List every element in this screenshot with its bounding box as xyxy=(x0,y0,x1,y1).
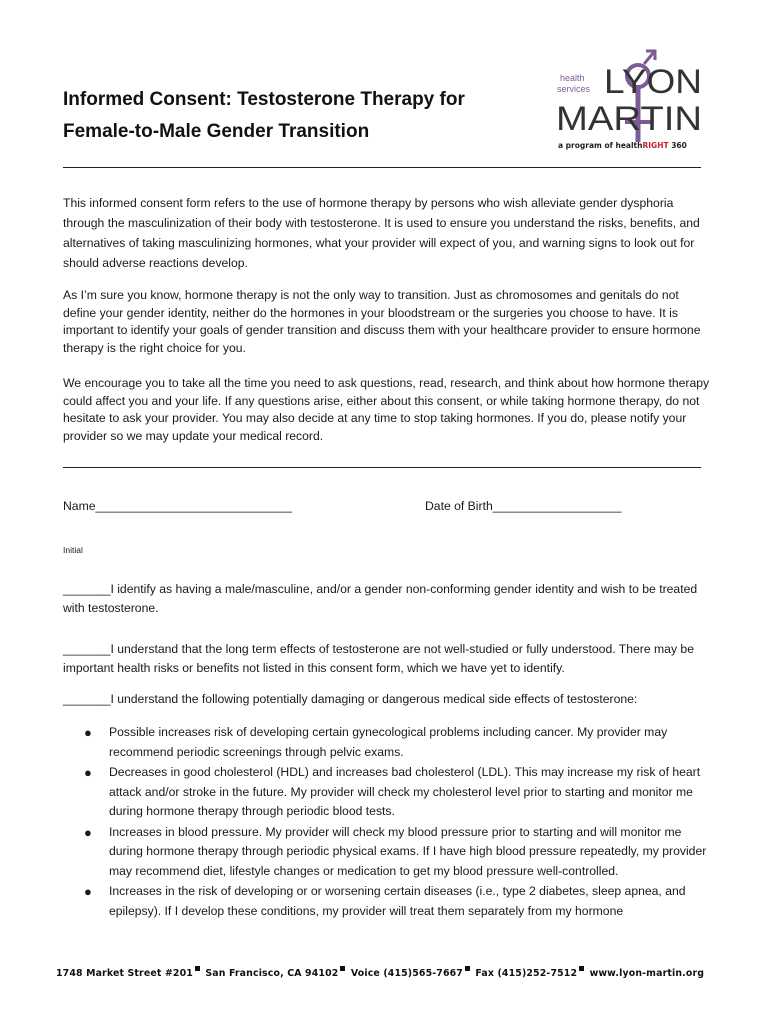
footer-city: San Francisco, CA 94102 xyxy=(205,968,339,979)
list-item: ● Possible increases risk of developing certain gynecological problems including cancer. My provider may recommend periodic screenings through pelvic exams. xyxy=(84,725,668,759)
side-effects-list xyxy=(84,723,712,922)
square-separator-icon xyxy=(195,966,200,971)
statement-identity[interactable]: _______I identify as having a male/masculine, and/or a gender non-conforming gender identity and wish to be treated with testosterone. xyxy=(63,582,698,615)
title-divider xyxy=(63,167,701,168)
logo-lyon: LYON xyxy=(604,63,702,101)
document-title xyxy=(63,84,533,148)
square-separator-icon xyxy=(579,966,584,971)
intro-paragraph-3: We encourage you to take all the time you need to ask questions, read, research, and think about how hormone therapy could affect you and your life. If any questions arise, either about this consent, or while taking hormone therapy, do not hesitate to ask your provider. You may also decide at any time to stop taking hormones. If you do, please notify your provider so we may update your medical record. xyxy=(63,376,710,443)
square-separator-icon xyxy=(340,966,345,971)
section-divider xyxy=(63,467,701,468)
statement-side-effects[interactable]: _______I understand the following potentially damaging or dangerous medical side effects of testosterone: xyxy=(63,692,638,706)
logo-martin: MARTIN xyxy=(556,100,702,138)
intro-paragraph-1: This informed consent form refers to the use of hormone therapy by persons who wish alleviate gender dysphoria through the masculinization of their body with testosterone. It is used to ensure you understand the risks, benefits, and alternatives of taking masculinizing hormones, what your provider will expect of you, and warning signs to look out for should adverse reactions develop. xyxy=(63,196,700,270)
logo-services: services xyxy=(557,84,591,94)
bullet-icon: ● xyxy=(84,765,92,780)
title-line-2: Female-to-Male Gender Transition xyxy=(63,121,370,142)
initial-label: Initial xyxy=(63,545,83,555)
statement-long-term-effects[interactable]: _______I understand that the long term effects of testosterone are not well-studied or fully understood. There may be important health risks or benefits not listed in this consent form, which we have yet to identify. xyxy=(63,642,694,675)
lyon-martin-logo xyxy=(528,42,728,162)
square-separator-icon xyxy=(465,966,470,971)
footer-voice: Voice (415)565-7667 xyxy=(350,968,463,979)
date-of-birth-field[interactable]: Date of Birth___________________ xyxy=(425,499,622,513)
bullet-icon: ● xyxy=(84,884,92,899)
title-line-1: Informed Consent: Testosterone Therapy for xyxy=(63,89,465,110)
bullet-icon: ● xyxy=(84,725,92,740)
list-item: ● Decreases in good cholesterol (HDL) and increases bad cholesterol (LDL). This may increase my risk of heart attack and/or stroke in the future. My provider will check my cholesterol level prior to starting and monitor me during hormone therapy through periodic blood tests. xyxy=(84,765,701,818)
footer-address: 1748 Market Street #201 xyxy=(56,968,193,979)
bullet-icon: ● xyxy=(84,824,92,840)
name-field[interactable]: Name_____________________________ xyxy=(63,499,293,513)
logo-health: health xyxy=(560,73,585,83)
list-item: ● Increases in the risk of developing or or worsening certain diseases (i.e., type 2 diabetes, sleep apnea, and epilepsy). If I develop these conditions, my provider will treat them separately from my hormone xyxy=(84,884,686,918)
footer-fax: Fax (415)252-7512 xyxy=(475,968,578,979)
intro-paragraph-2: As I’m sure you know, hormone therapy is not the only way to transition. Just as chromosomes and genitals do not define your gender identity, neither do the hormones in your bloodstream or the surgeries you choose to have. It is important to identify your goals of gender transition and discuss them with your healthcare provider to ensure hormone therapy is the right choice for you. xyxy=(63,288,701,355)
footer-contact xyxy=(56,966,726,979)
logo-tagline: a program of healthRIGHT 360 xyxy=(558,141,687,150)
footer-website[interactable]: www.lyon-martin.org xyxy=(589,968,705,979)
list-item: ● Increases in blood pressure. My provider will check my blood pressure prior to starting and will monitor me during hormone therapy through periodic physical exams. If I have high blood pressure repeatedly, my provider may recommend diet, lifestyle changes or medication to get my blood pressure well-controlled. xyxy=(84,824,707,878)
